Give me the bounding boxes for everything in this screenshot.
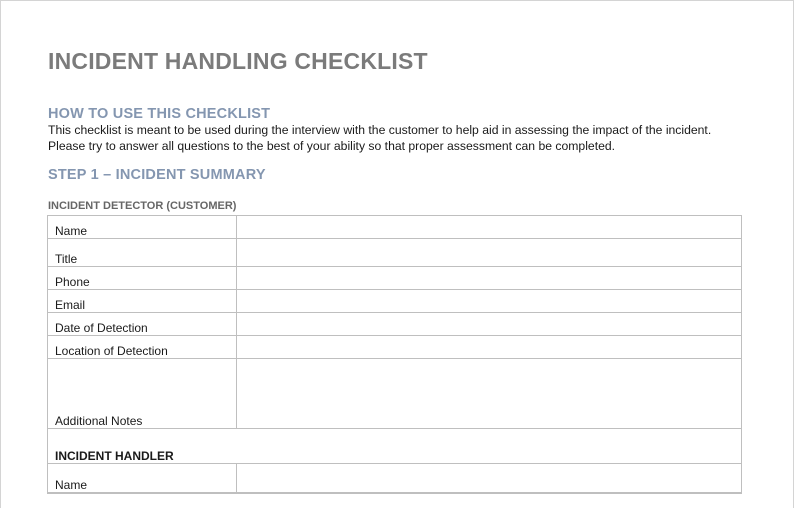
table-row — [48, 429, 742, 464]
row-label-title: Title — [48, 239, 237, 267]
table-row — [48, 290, 742, 313]
table-row — [48, 267, 742, 290]
detector-title-field[interactable] — [237, 239, 742, 267]
instructions-line: This checklist is meant to be used during the interview with the customer to help aid in assessing the impact of the incident. — [48, 123, 712, 137]
detector-email-field[interactable] — [237, 290, 742, 313]
row-label-name: Name — [48, 216, 237, 239]
document-title: INCIDENT HANDLING CHECKLIST — [48, 48, 428, 74]
table-row — [48, 313, 742, 336]
row-label-date-of-detection: Date of Detection — [48, 313, 237, 336]
table-row — [48, 239, 742, 267]
table-row — [48, 336, 742, 359]
step1-heading: STEP 1 – INCIDENT SUMMARY — [48, 167, 266, 183]
date-of-detection-field[interactable] — [237, 313, 742, 336]
row-label-location-of-detection: Location of Detection — [48, 336, 237, 359]
table-row — [48, 216, 742, 239]
incident-detector-caption: INCIDENT DETECTOR (CUSTOMER) — [48, 200, 237, 212]
incident-summary-table — [47, 215, 742, 494]
instructions-text — [48, 123, 768, 154]
row-label-handler-name: Name — [48, 464, 237, 493]
detector-phone-field[interactable] — [237, 267, 742, 290]
how-to-heading: HOW TO USE THIS CHECKLIST — [48, 106, 271, 122]
table-row — [48, 464, 742, 493]
handler-name-field[interactable] — [237, 464, 742, 493]
table-row — [48, 359, 742, 429]
incident-handler-heading: INCIDENT HANDLER — [48, 429, 742, 464]
location-of-detection-field[interactable] — [237, 336, 742, 359]
row-label-email: Email — [48, 290, 237, 313]
detector-name-field[interactable] — [237, 216, 742, 239]
instructions-line: Please try to answer all questions to the best of your ability so that proper assessment can be completed. — [48, 138, 616, 153]
additional-notes-field[interactable] — [237, 359, 742, 429]
row-label-phone: Phone — [48, 267, 237, 290]
row-label-additional-notes: Additional Notes — [48, 359, 237, 429]
